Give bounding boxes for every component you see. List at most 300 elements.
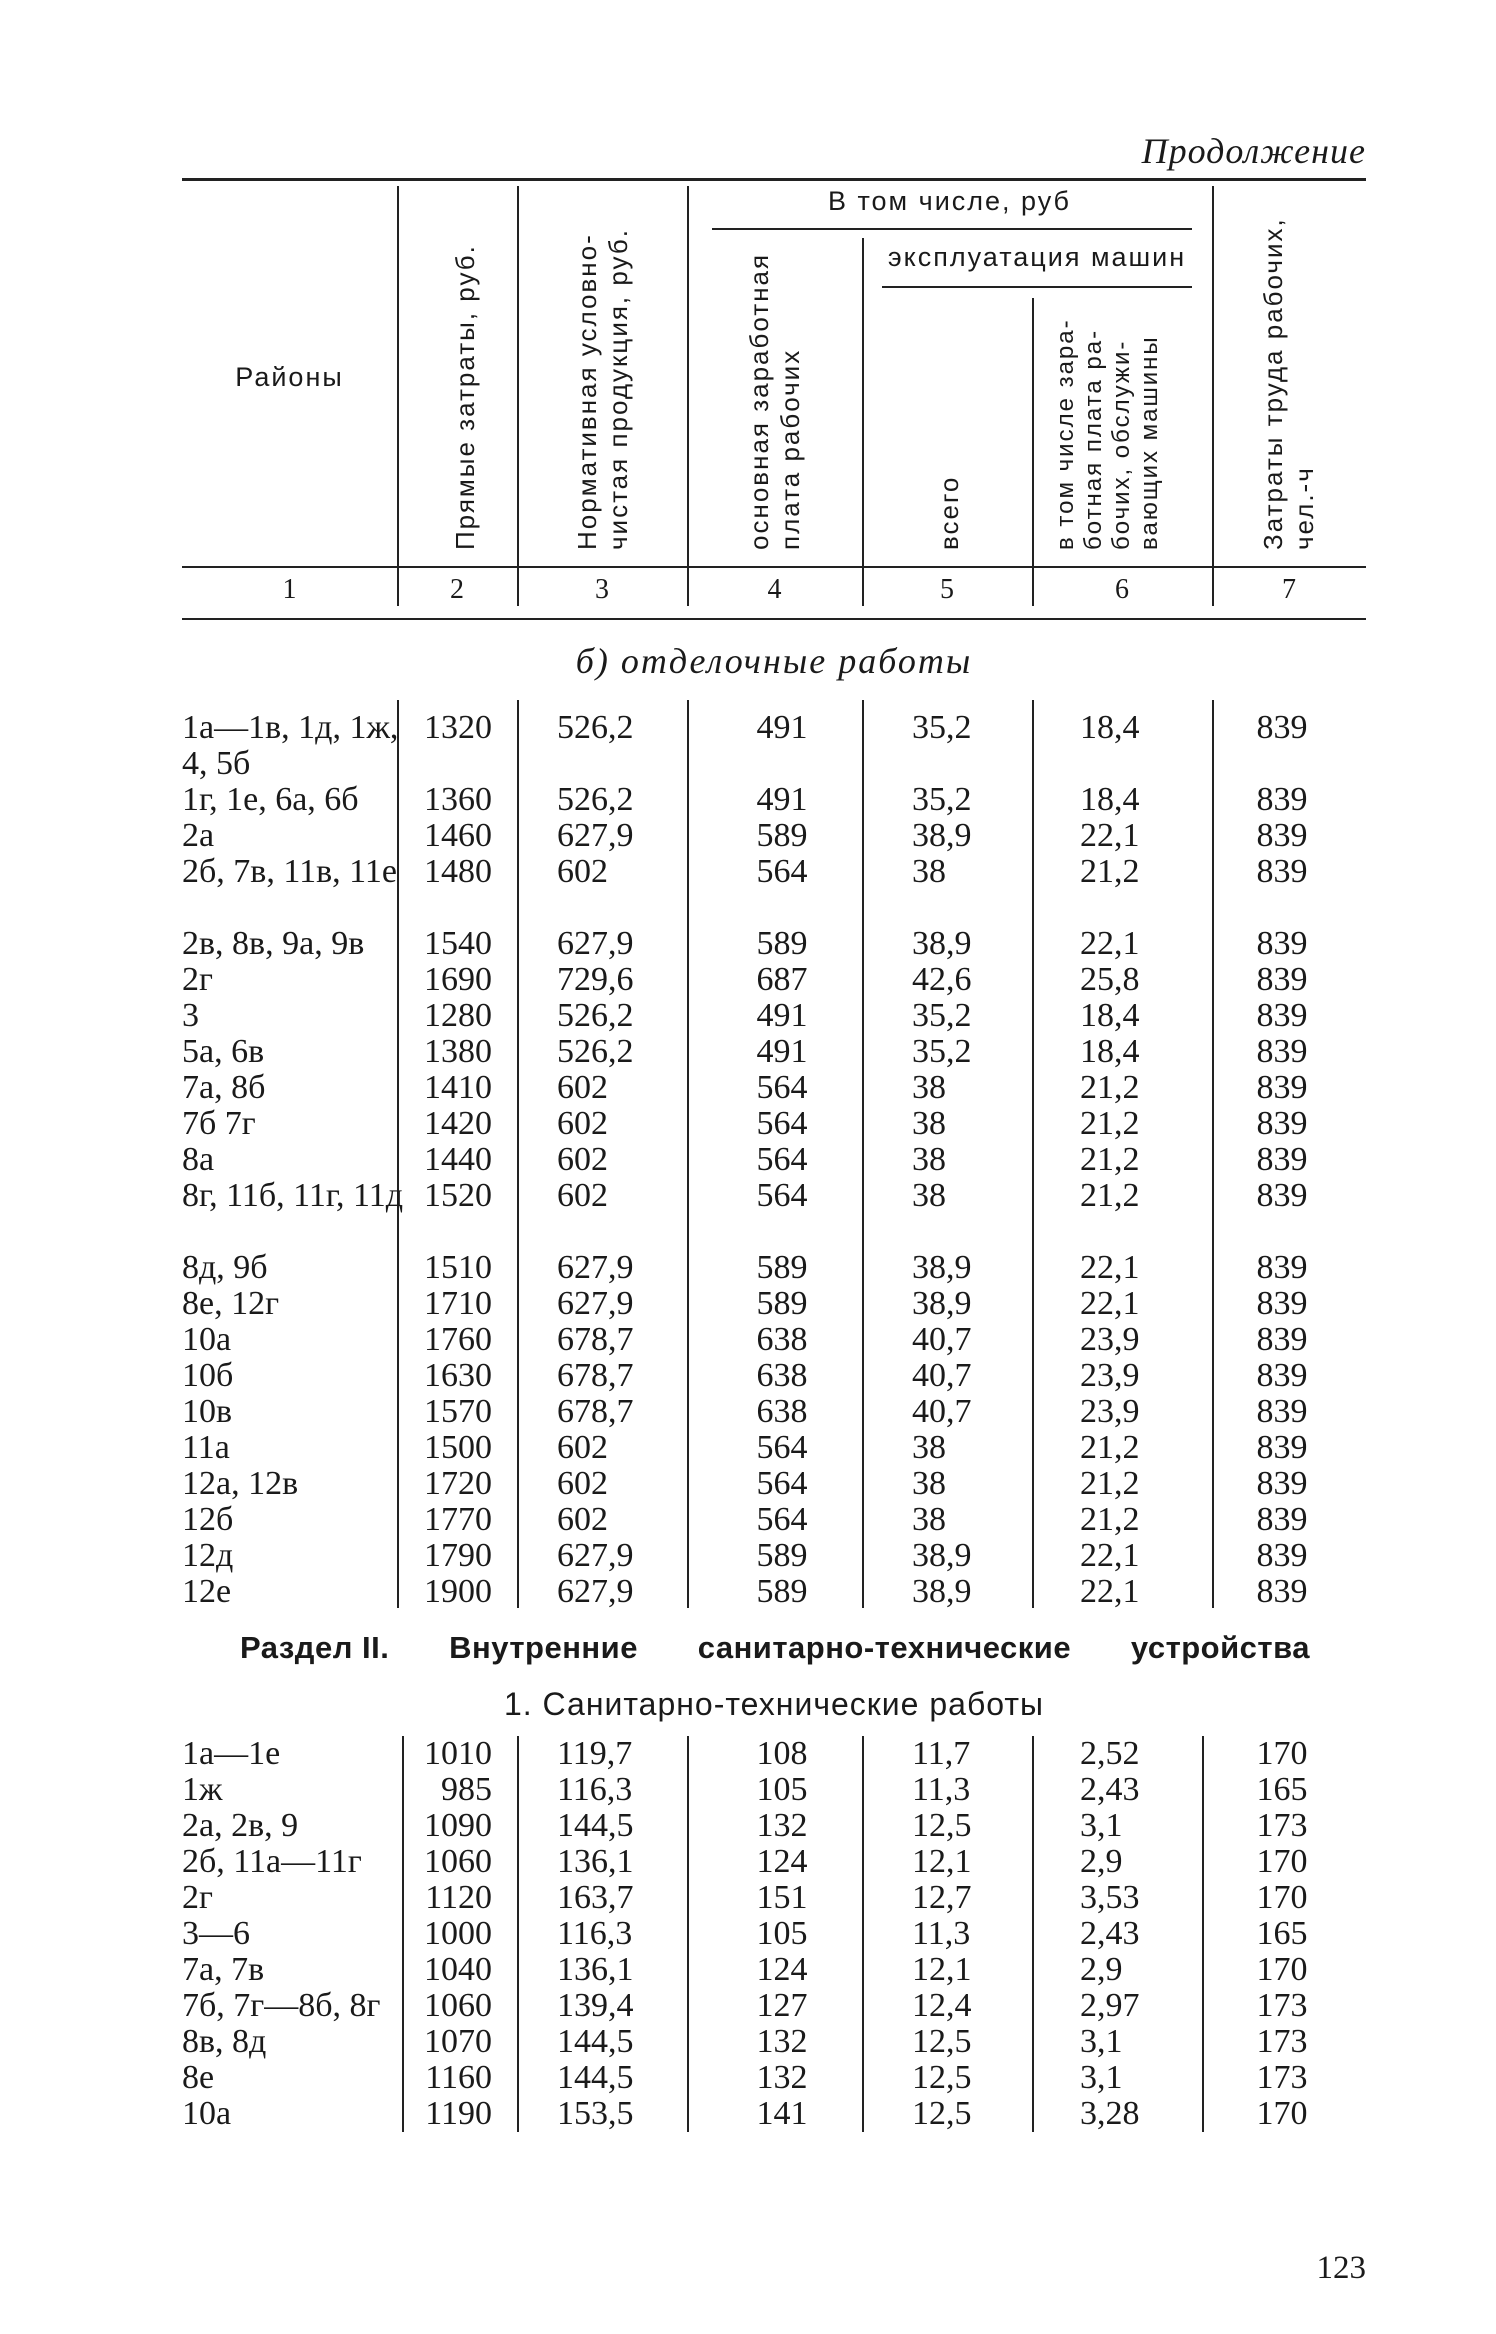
machine-wages-cell: 23,9	[1080, 1393, 1140, 1430]
labor-cell: 839	[1256, 1321, 1308, 1358]
direct-costs-cell: 1060	[424, 1843, 492, 1880]
machine-total-cell: 12,5	[912, 2059, 972, 2096]
region-cell: 1ж	[182, 1771, 223, 1808]
machine-wages-cell: 21,2	[1080, 1177, 1140, 1214]
normative-cell: 729,6	[557, 961, 634, 998]
header-bottom-rule	[182, 618, 1366, 620]
region-cell: 2б, 7в, 11в, 11е	[182, 853, 397, 890]
table-row	[182, 2024, 1366, 2060]
machine-total-cell: 38	[912, 1069, 946, 1106]
region-cell: 8г, 11б, 11г, 11д	[182, 1177, 404, 1214]
table-row	[182, 710, 1366, 782]
region-cell: 7б, 7г—8б, 8г	[182, 1987, 381, 2024]
machine-total-cell: 12,1	[912, 1951, 972, 1988]
machine-total-cell: 38,9	[912, 925, 972, 962]
machine-total-cell: 38,9	[912, 1573, 972, 1610]
direct-costs-cell: 1770	[424, 1501, 492, 1538]
normative-cell: 526,2	[557, 709, 634, 746]
region-cell: 5а, 6в	[182, 1033, 265, 1070]
machine-wages-cell: 22,1	[1080, 817, 1140, 854]
machine-total-cell: 38,9	[912, 1537, 972, 1574]
wages-cell: 564	[756, 1069, 808, 1106]
machine-wages-cell: 21,2	[1080, 1069, 1140, 1106]
normative-cell: 526,2	[557, 781, 634, 818]
machine-wages-cell: 2,43	[1080, 1915, 1140, 1952]
labor-cell: 839	[1256, 961, 1308, 998]
direct-costs-cell: 1360	[424, 781, 492, 818]
machine-wages-cell: 21,2	[1080, 1501, 1140, 1538]
labor-cell: 170	[1256, 1879, 1308, 1916]
machine-wages-cell: 22,1	[1080, 1285, 1140, 1322]
table-row	[182, 1358, 1366, 1394]
region-cell: 12а, 12в	[182, 1465, 299, 1502]
direct-costs-cell: 1500	[424, 1429, 492, 1466]
region-cell: 1а—1в, 1д, 1ж, 4, 5б	[182, 709, 399, 782]
direct-costs-cell: 1160	[425, 2059, 492, 2096]
header-divider	[687, 186, 689, 606]
wages-cell: 141	[756, 2095, 808, 2132]
machine-wages-cell: 25,8	[1080, 961, 1140, 998]
wages-cell: 491	[756, 709, 808, 746]
machine-wages-cell: 22,1	[1080, 1249, 1140, 1286]
machine-wages-cell: 21,2	[1080, 1465, 1140, 1502]
machine-wages-cell: 22,1	[1080, 925, 1140, 962]
region-cell: 2а, 2в, 9	[182, 1807, 299, 1844]
labor-cell: 839	[1256, 1537, 1308, 1574]
machine-total-cell: 35,2	[912, 709, 972, 746]
labor-cell: 839	[1256, 1069, 1308, 1106]
table-row	[182, 1574, 1366, 1610]
machine-total-cell: 38	[912, 1465, 946, 1502]
direct-costs-cell: 1460	[424, 817, 492, 854]
normative-cell: 153,5	[557, 2095, 634, 2132]
normative-cell: 144,5	[557, 2059, 634, 2096]
labor-cell: 839	[1256, 1393, 1308, 1430]
region-cell: 8д, 9б	[182, 1249, 268, 1286]
normative-cell: 163,7	[557, 1879, 634, 1916]
wages-cell: 589	[756, 1573, 808, 1610]
table-row	[182, 1142, 1366, 1178]
machine-total-cell: 38	[912, 1501, 946, 1538]
region-cell: 1г, 1е, 6а, 6б	[182, 781, 359, 818]
machine-total-cell: 38,9	[912, 1285, 972, 1322]
wages-cell: 564	[756, 1177, 808, 1214]
section-2-heading-word: санитарно-технические	[697, 1630, 1072, 1665]
wages-cell: 589	[756, 925, 808, 962]
section-b-title: б) отделочные работы	[575, 641, 973, 681]
machine-wages-cell: 2,97	[1080, 1987, 1140, 2024]
direct-costs-cell: 1480	[424, 853, 492, 890]
wages-cell: 687	[756, 961, 808, 998]
col-labor-header: Затраты труда рабочих, чел.-ч	[1258, 217, 1319, 550]
header-divider	[1212, 186, 1214, 606]
wages-cell: 124	[756, 1951, 808, 1988]
machine-total-cell: 38	[912, 1429, 946, 1466]
normative-cell: 627,9	[557, 817, 634, 854]
machine-wages-cell: 22,1	[1080, 1573, 1140, 1610]
machine-wages-cell: 2,43	[1080, 1771, 1140, 1808]
continuation-label: Продолжение	[1141, 131, 1366, 171]
labor-cell: 170	[1256, 1843, 1308, 1880]
region-cell: 8в, 8д	[182, 2023, 267, 2060]
labor-cell: 839	[1256, 1105, 1308, 1142]
table-row	[182, 1430, 1366, 1466]
table-row	[182, 998, 1366, 1034]
wages-cell: 127	[756, 1987, 808, 2024]
labor-cell: 839	[1256, 1249, 1308, 1286]
col-machine-wages-header: в том числе зара- ботная плата ра- бочих, обслужи- вающих машины	[1052, 318, 1163, 550]
table-row	[182, 1988, 1366, 2024]
region-cell: 2а	[182, 817, 215, 854]
region-cell: 10в	[182, 1393, 233, 1430]
labor-cell: 839	[1256, 1573, 1308, 1610]
region-cell: 2г	[182, 1879, 213, 1916]
machine-total-cell: 12,4	[912, 1987, 972, 2024]
table-row	[182, 1916, 1366, 1952]
direct-costs-cell: 1540	[424, 925, 492, 962]
machine-wages-cell: 3,28	[1080, 2095, 1140, 2132]
machine-total-cell: 35,2	[912, 1033, 972, 1070]
section-2-heading-word: Раздел II.	[240, 1630, 390, 1665]
table-row	[182, 1070, 1366, 1106]
region-cell: 11а	[182, 1429, 230, 1466]
machine-total-cell: 40,7	[912, 1393, 972, 1430]
normative-cell: 602	[557, 853, 608, 890]
header-rule	[712, 228, 1192, 230]
labor-cell: 165	[1256, 1771, 1308, 1808]
table-row	[182, 1502, 1366, 1538]
machine-total-cell: 38	[912, 853, 946, 890]
labor-cell: 839	[1256, 1429, 1308, 1466]
table-row	[182, 1178, 1366, 1250]
machine-wages-cell: 2,9	[1080, 1951, 1123, 1988]
direct-costs-cell: 1440	[424, 1141, 492, 1178]
direct-costs-cell: 1630	[424, 1357, 492, 1394]
table-row	[182, 1772, 1366, 1808]
normative-cell: 526,2	[557, 1033, 634, 1070]
labor-cell: 173	[1256, 1987, 1308, 2024]
direct-costs-cell: 1520	[424, 1177, 492, 1214]
section-2-heading-word: устройства	[1130, 1630, 1310, 1665]
region-cell: 1а—1е	[182, 1735, 281, 1772]
col-number: 5	[940, 574, 954, 605]
region-cell: 10а	[182, 1321, 232, 1358]
table-row	[182, 1034, 1366, 1070]
labor-cell: 173	[1256, 1807, 1308, 1844]
header-divider	[1032, 298, 1034, 606]
direct-costs-cell: 1090	[424, 1807, 492, 1844]
normative-cell: 678,7	[557, 1321, 634, 1358]
direct-costs-cell: 1320	[424, 709, 492, 746]
machine-wages-cell: 18,4	[1080, 709, 1140, 746]
normative-cell: 627,9	[557, 1537, 634, 1574]
machine-total-cell: 38,9	[912, 1249, 972, 1286]
region-cell: 12д	[182, 1537, 234, 1574]
table-row	[182, 2060, 1366, 2096]
header-rule	[882, 286, 1192, 288]
labor-cell: 839	[1256, 709, 1308, 746]
machine-wages-cell: 23,9	[1080, 1357, 1140, 1394]
section-b-rows	[182, 710, 1366, 1610]
direct-costs-cell: 1510	[424, 1249, 492, 1286]
wages-cell: 589	[756, 1285, 808, 1322]
machine-wages-cell: 21,2	[1080, 1105, 1140, 1142]
table-row	[182, 1250, 1366, 1286]
wages-cell: 491	[756, 1033, 808, 1070]
section-2-heading	[240, 1630, 1310, 1666]
machine-wages-cell: 23,9	[1080, 1321, 1140, 1358]
normative-cell: 116,3	[557, 1771, 633, 1808]
wages-cell: 132	[756, 1807, 808, 1844]
machine-total-cell: 12,5	[912, 2095, 972, 2132]
normative-cell: 627,9	[557, 1285, 634, 1322]
col-number: 1	[282, 574, 297, 605]
machine-total-cell: 40,7	[912, 1321, 972, 1358]
section-2-rows	[182, 1736, 1366, 2132]
labor-cell: 839	[1256, 1285, 1308, 1322]
region-cell: 10а	[182, 2095, 232, 2132]
region-cell: 2в, 8в, 9а, 9в	[182, 925, 365, 962]
col-normative-header: Нормативная условно- чистая продукция, руб.	[572, 228, 633, 550]
machine-total-cell: 11,3	[912, 1915, 971, 1952]
machine-wages-cell: 18,4	[1080, 781, 1140, 818]
normative-cell: 602	[557, 1177, 608, 1214]
labor-cell: 839	[1256, 1033, 1308, 1070]
wages-cell: 491	[756, 781, 808, 818]
region-cell: 8а	[182, 1141, 215, 1178]
normative-cell: 139,4	[557, 1987, 634, 2024]
wages-cell: 564	[756, 1105, 808, 1142]
direct-costs-cell: 1010	[424, 1735, 492, 1772]
machine-wages-cell: 21,2	[1080, 1429, 1140, 1466]
normative-cell: 136,1	[557, 1951, 634, 1988]
direct-costs-cell: 1690	[424, 961, 492, 998]
labor-cell: 839	[1256, 781, 1308, 818]
direct-costs-cell: 1060	[424, 1987, 492, 2024]
machine-wages-cell: 3,53	[1080, 1879, 1140, 1916]
machine-total-cell: 12,5	[912, 2023, 972, 2060]
labor-cell: 170	[1256, 1735, 1308, 1772]
wages-cell: 105	[756, 1771, 808, 1808]
labor-cell: 839	[1256, 853, 1308, 890]
normative-cell: 627,9	[557, 1573, 634, 1610]
region-cell: 3	[182, 997, 199, 1034]
col-number: 6	[1115, 574, 1129, 605]
direct-costs-cell: 1710	[424, 1285, 492, 1322]
normative-cell: 144,5	[557, 2023, 634, 2060]
col-direct-costs-header: Прямые затраты, руб.	[450, 244, 480, 550]
direct-costs-cell: 1790	[424, 1537, 492, 1574]
normative-cell: 526,2	[557, 997, 634, 1034]
machine-total-cell: 40,7	[912, 1357, 972, 1394]
wages-cell: 564	[756, 1141, 808, 1178]
col-regions-header: Районы	[235, 362, 344, 392]
direct-costs-cell: 1760	[424, 1321, 492, 1358]
direct-costs-cell: 985	[441, 1771, 492, 1808]
group-including-header: В том числе, руб	[827, 186, 1072, 216]
table-row	[182, 1952, 1366, 1988]
machine-total-cell: 35,2	[912, 781, 972, 818]
wages-cell: 124	[756, 1843, 808, 1880]
wages-cell: 108	[756, 1735, 808, 1772]
wages-cell: 491	[756, 997, 808, 1034]
normative-cell: 602	[557, 1501, 608, 1538]
labor-cell: 839	[1256, 1501, 1308, 1538]
labor-cell: 170	[1256, 1951, 1308, 1988]
machine-total-cell: 12,7	[912, 1879, 972, 1916]
normative-cell: 602	[557, 1465, 608, 1502]
machine-total-cell: 38	[912, 1177, 946, 1214]
machine-total-cell: 12,5	[912, 1807, 972, 1844]
normative-cell: 136,1	[557, 1843, 634, 1880]
col-wages-header: основная заработная плата рабочих	[744, 252, 805, 550]
labor-cell: 170	[1256, 2095, 1308, 2132]
table-row	[182, 1880, 1366, 1916]
labor-cell: 165	[1256, 1915, 1308, 1952]
wages-cell: 132	[756, 2059, 808, 2096]
wages-cell: 105	[756, 1915, 808, 1952]
table-row	[182, 2096, 1366, 2132]
machine-wages-cell: 2,52	[1080, 1735, 1140, 1772]
table-row	[182, 1844, 1366, 1880]
machine-wages-cell: 21,2	[1080, 1141, 1140, 1178]
region-cell: 8е, 12г	[182, 1285, 280, 1322]
table-header	[182, 178, 1366, 618]
machine-wages-cell: 3,1	[1080, 1807, 1123, 1844]
wages-cell: 564	[756, 1501, 808, 1538]
direct-costs-cell: 1120	[425, 1879, 492, 1916]
machine-wages-cell: 3,1	[1080, 2059, 1123, 2096]
table-row	[182, 926, 1366, 962]
machine-wages-cell: 3,1	[1080, 2023, 1123, 2060]
machine-total-cell: 35,2	[912, 997, 972, 1034]
machine-total-cell: 12,1	[912, 1843, 972, 1880]
region-cell: 7а, 8б	[182, 1069, 266, 1106]
table-row	[182, 854, 1366, 926]
wages-cell: 589	[756, 1537, 808, 1574]
region-cell: 12е	[182, 1573, 232, 1610]
normative-cell: 144,5	[557, 1807, 634, 1844]
section-2-heading-word: Внутренние	[449, 1630, 638, 1665]
direct-costs-cell: 1280	[424, 997, 492, 1034]
machine-wages-cell: 2,9	[1080, 1843, 1123, 1880]
wages-cell: 638	[756, 1393, 808, 1430]
normative-cell: 119,7	[557, 1735, 633, 1772]
direct-costs-cell: 1380	[424, 1033, 492, 1070]
machine-total-cell: 11,3	[912, 1771, 971, 1808]
machine-wages-cell: 18,4	[1080, 997, 1140, 1034]
region-cell: 12б	[182, 1501, 234, 1538]
header-divider	[397, 186, 399, 606]
section-2-subtitle: 1. Санитарно-технические работы	[503, 1686, 1045, 1722]
wages-cell: 589	[756, 817, 808, 854]
machine-total-cell: 38,9	[912, 817, 972, 854]
wages-cell: 564	[756, 853, 808, 890]
machine-wages-cell: 22,1	[1080, 1537, 1140, 1574]
machine-wages-cell: 21,2	[1080, 853, 1140, 890]
direct-costs-cell: 1420	[424, 1105, 492, 1142]
table-row	[182, 1466, 1366, 1502]
normative-cell: 116,3	[557, 1915, 633, 1952]
header-rule	[182, 566, 1366, 568]
table-row	[182, 1286, 1366, 1322]
page-number: 123	[1316, 2250, 1366, 2286]
machine-total-cell: 42,6	[912, 961, 972, 998]
table-row	[182, 1322, 1366, 1358]
table-row	[182, 1538, 1366, 1574]
labor-cell: 839	[1256, 1465, 1308, 1502]
labor-cell: 173	[1256, 2059, 1308, 2096]
wages-cell: 564	[756, 1429, 808, 1466]
normative-cell: 678,7	[557, 1357, 634, 1394]
col-number: 4	[767, 574, 782, 605]
region-cell: 10б	[182, 1357, 234, 1394]
direct-costs-cell: 1410	[424, 1069, 492, 1106]
col-number: 3	[595, 574, 609, 605]
normative-cell: 602	[557, 1105, 608, 1142]
labor-cell: 839	[1256, 817, 1308, 854]
labor-cell: 839	[1256, 925, 1308, 962]
col-number: 7	[1282, 574, 1296, 605]
group-machines-header: эксплуатация машин	[887, 242, 1187, 272]
labor-cell: 839	[1256, 1357, 1308, 1394]
table-row	[182, 782, 1366, 818]
direct-costs-cell: 1040	[424, 1951, 492, 1988]
machine-total-cell: 38	[912, 1105, 946, 1142]
direct-costs-cell: 1720	[424, 1465, 492, 1502]
table-row	[182, 1394, 1366, 1430]
region-cell: 7а, 7в	[182, 1951, 265, 1988]
header-divider	[862, 238, 864, 606]
machine-total-cell: 11,7	[912, 1735, 971, 1772]
region-cell: 3—6	[182, 1915, 250, 1952]
direct-costs-cell: 1190	[425, 2095, 492, 2132]
direct-costs-cell: 1000	[424, 1915, 492, 1952]
region-cell: 7б 7г	[182, 1105, 256, 1142]
wages-cell: 638	[756, 1321, 808, 1358]
wages-cell: 638	[756, 1357, 808, 1394]
col-machine-total-header: всего	[934, 475, 964, 550]
region-cell: 2г	[182, 961, 213, 998]
table-row	[182, 962, 1366, 998]
header-divider	[517, 186, 519, 606]
normative-cell: 602	[557, 1069, 608, 1106]
labor-cell: 839	[1256, 1141, 1308, 1178]
wages-cell: 151	[756, 1879, 808, 1916]
labor-cell: 839	[1256, 997, 1308, 1034]
normative-cell: 627,9	[557, 1249, 634, 1286]
normative-cell: 602	[557, 1141, 608, 1178]
direct-costs-cell: 1900	[424, 1573, 492, 1610]
table-row	[182, 1106, 1366, 1142]
table-row	[182, 818, 1366, 854]
table-row	[182, 1736, 1366, 1772]
table-row	[182, 1808, 1366, 1844]
machine-total-cell: 38	[912, 1141, 946, 1178]
direct-costs-cell: 1570	[424, 1393, 492, 1430]
region-cell: 2б, 11а—11г	[182, 1843, 362, 1880]
labor-cell: 839	[1256, 1177, 1308, 1214]
wages-cell: 589	[756, 1249, 808, 1286]
normative-cell: 602	[557, 1429, 608, 1466]
normative-cell: 678,7	[557, 1393, 634, 1430]
direct-costs-cell: 1070	[424, 2023, 492, 2060]
labor-cell: 173	[1256, 2023, 1308, 2060]
col-number: 2	[450, 574, 464, 605]
region-cell: 8е	[182, 2059, 215, 2096]
wages-cell: 132	[756, 2023, 808, 2060]
wages-cell: 564	[756, 1465, 808, 1502]
